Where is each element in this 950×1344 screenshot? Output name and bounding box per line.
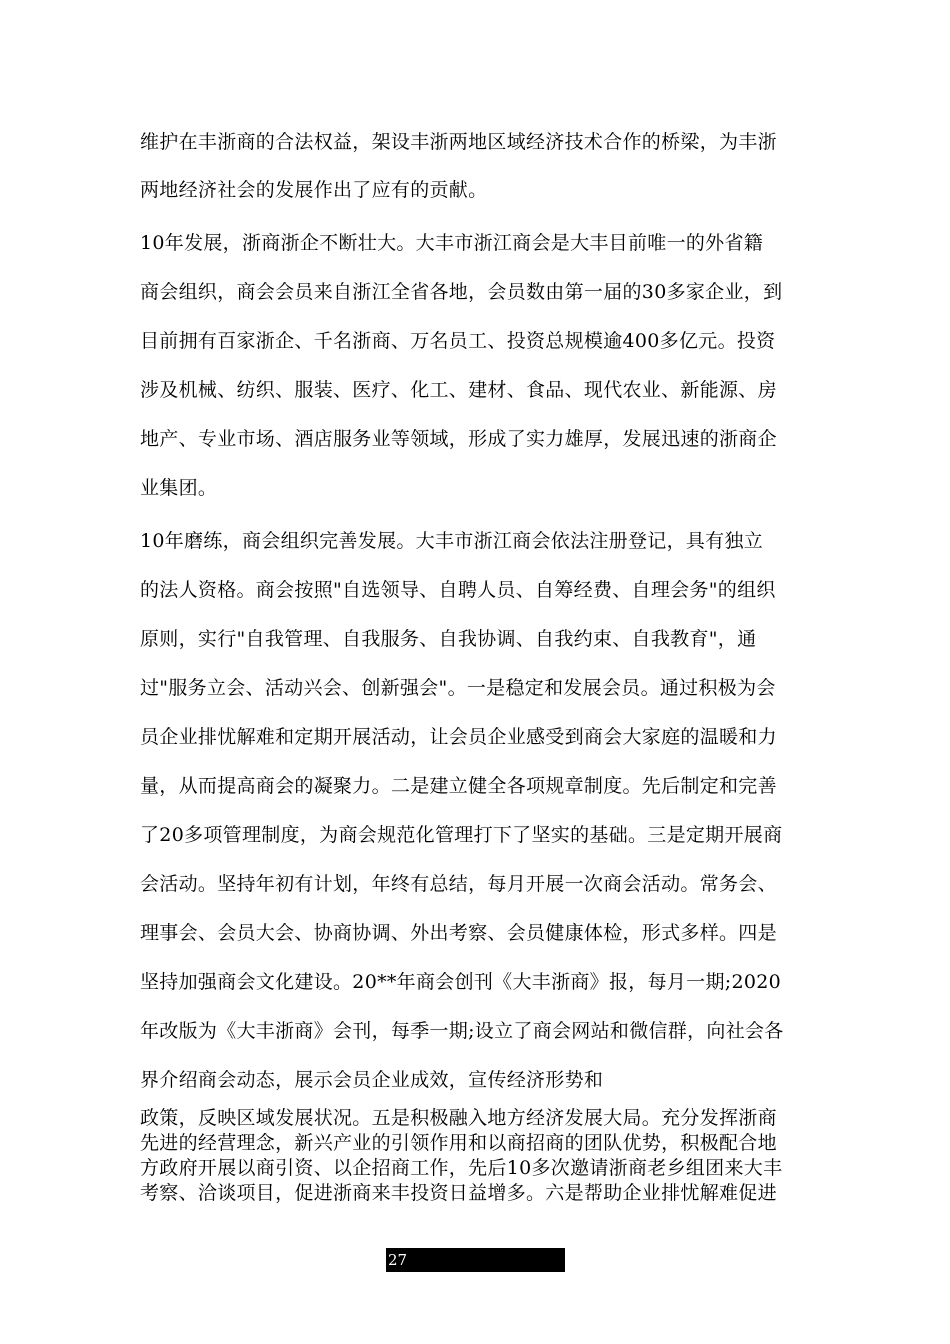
body-line: 10年发展，浙商浙企不断壮大。大丰市浙江商会是大丰目前唯一的外省籍 xyxy=(140,232,764,254)
body-line: 年改版为《大丰浙商》会刊，每季一期;设立了商会网站和微信群，向社会各 xyxy=(140,1020,784,1042)
body-line: 业集团。 xyxy=(140,477,218,499)
body-line: 量，从而提高商会的凝聚力。二是建立健全各项规章制度。先后制定和完善 xyxy=(140,775,777,797)
body-line-compact: 方政府开展以商引资、以企招商工作，先后10多次邀请浙商老乡组团来大丰 xyxy=(140,1157,783,1179)
body-line: 10年磨练，商会组织完善发展。大丰市浙江商会依法注册登记，具有独立 xyxy=(140,530,764,552)
body-line: 理事会、会员大会、协商协调、外出考察、会员健康体检，形式多样。四是 xyxy=(140,922,777,944)
body-line: 过"服务立会、活动兴会、创新强会"。一是稳定和发展会员。通过积极为会 xyxy=(140,677,776,699)
body-line: 维护在丰浙商的合法权益，架设丰浙两地区域经济技术合作的桥梁，为丰浙 xyxy=(140,131,777,153)
body-line-compact: 政策，反映区域发展状况。五是积极融入地方经济发展大局。充分发挥浙商 xyxy=(140,1107,777,1129)
body-line: 原则，实行"自我管理、自我服务、自我协调、自我约束、自我教育"，通 xyxy=(140,628,757,650)
body-line: 会活动。坚持年初有计划，年终有总结，每月开展一次商会活动。常务会、 xyxy=(140,873,777,895)
body-line: 地产、专业市场、酒店服务业等领域，形成了实力雄厚，发展迅速的浙商企 xyxy=(140,428,777,450)
body-line: 的法人资格。商会按照"自选领导、自聘人员、自筹经费、自理会务"的组织 xyxy=(140,579,776,601)
body-line: 涉及机械、纺织、服装、医疗、化工、建材、食品、现代农业、新能源、房 xyxy=(140,379,777,401)
body-line: 商会组织，商会会员来自浙江全省各地，会员数由第一届的30多家企业，到 xyxy=(140,281,783,303)
page-number-bar xyxy=(386,1248,565,1272)
body-line: 坚持加强商会文化建设。20**年商会创刊《大丰浙商》报，每月一期;2020 xyxy=(140,971,782,993)
body-line: 界介绍商会动态，展示会员企业成效，宣传经济形势和 xyxy=(140,1069,604,1091)
body-line-compact: 先进的经营理念，新兴产业的引领作用和以商招商的团队优势，积极配合地 xyxy=(140,1132,777,1154)
body-line: 了20多项管理制度，为商会规范化管理打下了坚实的基础。三是定期开展商 xyxy=(140,824,783,846)
body-line: 员企业排忧解难和定期开展活动，让会员企业感受到商会大家庭的温暖和力 xyxy=(140,726,777,748)
page-number: 27 xyxy=(388,1251,408,1269)
body-line: 两地经济社会的发展作出了应有的贡献。 xyxy=(140,179,488,201)
body-line: 目前拥有百家浙企、千名浙商、万名员工、投资总规模逾400多亿元。投资 xyxy=(140,330,776,352)
body-line-compact: 考察、洽谈项目，促进浙商来丰投资日益增多。六是帮助企业排忧解难促进 xyxy=(140,1182,777,1204)
